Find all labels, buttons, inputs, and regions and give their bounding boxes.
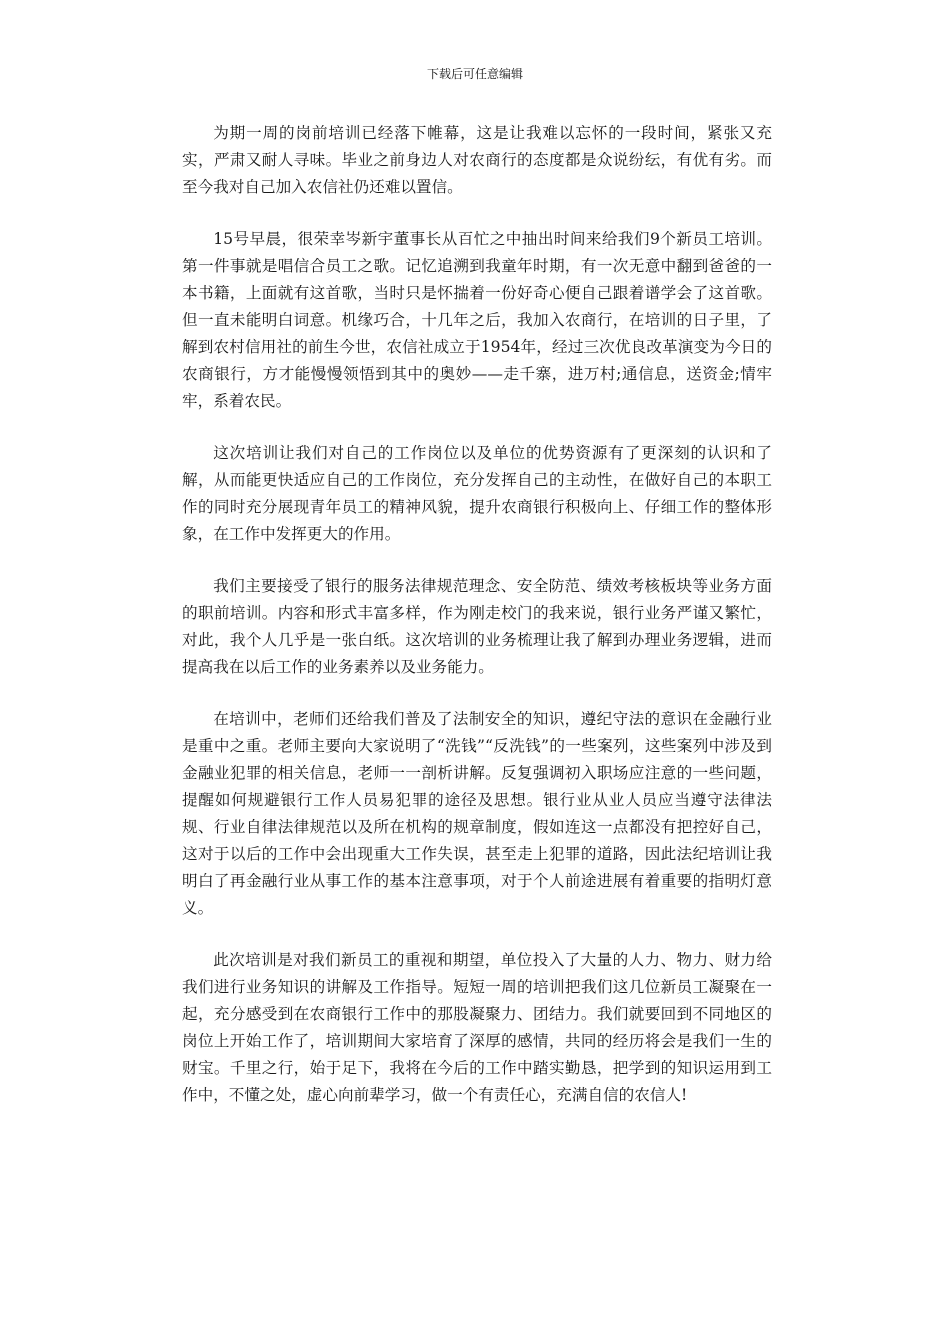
download-note: 下载后可任意编辑 xyxy=(426,67,523,81)
document-body xyxy=(182,120,772,1134)
paragraph-1: 为期一周的岗前培训已经落下帷幕，这是让我难以忘怀的一段时间，紧张又充实，严肃又耐人寻味。毕业之前身边人对农商行的态度都是众说纷纭，有优有劣。而至今我对自己加入农信社仍还难以置信。 xyxy=(182,124,772,196)
paragraph-5: 在培训中，老师们还给我们普及了法制安全的知识，遵纪守法的意识在金融行业是重中之重。老师主要向大家说明了“洗钱”“反洗钱”的一些案列，这些案列中涉及到金融业犯罪的相关信息，老师一一剖析讲解。反复强调初入职场应注意的一些问题，提醒如何规避银行工作人员易犯罪的途径及思想。银行业从业人员应当遵守法律法规、行业自律法律规范以及所在机构的规章制度，假如连这一点都没有把控好自己，这对于以后的工作中会出现重大工作失误，甚至走上犯罪的道路，因此法纪培训让我明白了再金融行业从事工作的基本注意事项，对于个人前途进展有着重要的指明灯意义。 xyxy=(182,710,772,917)
paragraph-2: 15号早晨，很荣幸岑新宇董事长从百忙之中抽出时间来给我们9个新员工培训。第一件事就是唱信合员工之歌。记忆追溯到我童年时期，有一次无意中翻到爸爸的一本书籍，上面就有这首歌，当时只是怀揣着一份好奇心便自己跟着谱学会了这首歌。但一直未能明白词意。机缘巧合，十几年之后，我加入农商行，在培训的日子里，了解到农村信用社的前生今世，农信社成立于1954年，经过三次优良改革演变为今日的农商银行，方才能慢慢领悟到其中的奥妙——走千寨，进万村;通信息，送资金;情牢牢，系着农民。 xyxy=(182,230,772,410)
paragraph-4: 我们主要接受了银行的服务法律规范理念、安全防范、绩效考核板块等业务方面的职前培训。内容和形式丰富多样，作为刚走校门的我来说，银行业务严谨又繁忙，对此，我个人几乎是一张白纸。这次培训的业务梳理让我了解到办理业务逻辑，进而提高我在以后工作的业务素养以及业务能力。 xyxy=(182,577,772,676)
paragraph-3: 这次培训让我们对自己的工作岗位以及单位的优势资源有了更深刻的认识和了解，从而能更快适应自己的工作岗位，充分发挥自己的主动性，在做好自己的本职工作的同时充分展现青年员工的精神风貌，提升农商银行积极向上、仔细工作的整体形象，在工作中发挥更大的作用。 xyxy=(182,444,772,543)
paragraph-6: 此次培训是对我们新员工的重视和期望，单位投入了大量的人力、物力、财力给我们进行业务知识的讲解及工作指导。短短一周的培训把我们这几位新员工凝聚在一起，充分感受到在农商银行工作中的那股凝聚力、团结力。我们就要回到不同地区的岗位上开始工作了，培训期间大家培育了深厚的感情，共同的经历将会是我们一生的财宝。千里之行，始于足下，我将在今后的工作中踏实勤恳，把学到的知识运用到工作中，不懂之处，虚心向前辈学习，做一个有责任心，充满自信的农信人! xyxy=(182,951,772,1104)
